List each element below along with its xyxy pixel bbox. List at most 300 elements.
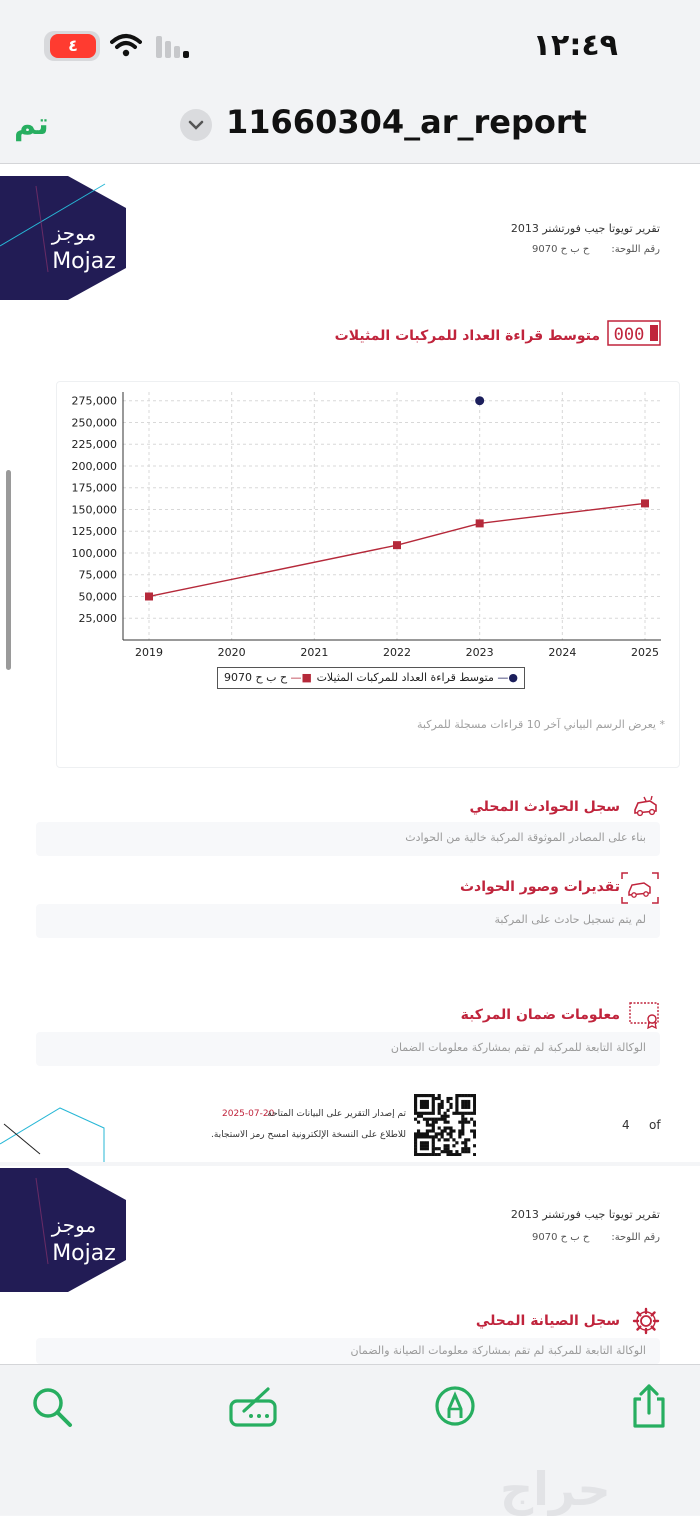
data-point-vehicle xyxy=(476,519,484,527)
qr-module xyxy=(470,1112,473,1115)
page-of-label: of xyxy=(649,1118,661,1132)
warranty-section-title: معلومات ضمان المركبة xyxy=(460,1007,620,1023)
clock: ١٢:٤٩ xyxy=(532,28,618,63)
qr-module xyxy=(435,1121,438,1124)
qr-module xyxy=(414,1106,417,1109)
qr-module xyxy=(417,1115,420,1118)
document-nav-bar xyxy=(0,95,700,164)
odometer-section-title: متوسط قراءة العداد للمركبات المثيلات xyxy=(334,328,600,344)
odometer-badge-digits: 000 xyxy=(613,325,645,345)
odometer-chart-card xyxy=(56,381,680,768)
qr-module xyxy=(446,1121,449,1124)
qr-module xyxy=(432,1141,435,1144)
qr-module xyxy=(464,1138,467,1141)
haraj-watermark: حراج xyxy=(500,1462,611,1516)
qr-module xyxy=(455,1141,458,1144)
qr-module xyxy=(473,1121,476,1124)
qr-module xyxy=(429,1135,432,1138)
qr-module xyxy=(467,1121,470,1124)
page-footer xyxy=(0,1090,700,1162)
qr-module xyxy=(473,1109,476,1112)
odometer-icon xyxy=(607,320,661,346)
qr-module xyxy=(414,1103,417,1106)
qr-module xyxy=(423,1100,426,1103)
qr-module xyxy=(438,1106,441,1109)
chart-legend xyxy=(217,667,525,689)
qr-module xyxy=(432,1121,435,1124)
share-icon[interactable] xyxy=(630,1383,668,1429)
qr-module xyxy=(432,1147,435,1150)
qr-module xyxy=(464,1094,467,1097)
qr-module xyxy=(423,1106,426,1109)
qr-module xyxy=(435,1097,438,1100)
qr-module xyxy=(438,1126,441,1129)
qr-module xyxy=(461,1103,464,1106)
qr-module xyxy=(417,1094,420,1097)
legend-marker-square: ■— xyxy=(290,671,312,684)
qr-module xyxy=(432,1094,435,1097)
qr-module xyxy=(432,1129,435,1132)
qr-module xyxy=(444,1138,447,1141)
qr-module xyxy=(426,1100,429,1103)
maintenance-section-text: الوكالة التابعة للمركبة لم تقم بمشاركة معلومات الصيانة والضمان xyxy=(350,1344,646,1357)
qr-module xyxy=(455,1097,458,1100)
qr-module xyxy=(423,1118,426,1121)
qr-module xyxy=(423,1112,426,1115)
qr-module xyxy=(423,1153,426,1156)
qr-module xyxy=(432,1118,435,1121)
mojaz-logo-2 xyxy=(0,1168,130,1292)
qr-module xyxy=(438,1097,441,1100)
qr-module xyxy=(449,1097,452,1100)
qr-module xyxy=(417,1112,420,1115)
qr-module xyxy=(458,1094,461,1097)
qr-module xyxy=(455,1112,458,1115)
qr-module xyxy=(414,1132,417,1135)
x-tick-label: 2025 xyxy=(631,646,659,659)
qr-module xyxy=(444,1129,447,1132)
qr-module xyxy=(435,1135,438,1138)
qr-module xyxy=(429,1118,432,1121)
x-tick-label: 2023 xyxy=(465,646,494,659)
qr-module xyxy=(426,1094,429,1097)
maintenance-section-box xyxy=(36,1338,660,1364)
y-tick-label: 225,000 xyxy=(71,438,117,452)
qr-module xyxy=(420,1100,423,1103)
report-title-2: تقرير تويوتا جيب فورتشنر 2013 xyxy=(510,1208,660,1221)
qr-module xyxy=(429,1094,432,1097)
qr-module xyxy=(429,1112,432,1115)
qr-module xyxy=(455,1100,458,1103)
qr-module xyxy=(446,1115,449,1118)
qr-module xyxy=(435,1153,438,1156)
qr-module xyxy=(420,1141,423,1144)
qr-module xyxy=(432,1124,435,1127)
qr-module xyxy=(461,1132,464,1135)
qr-module xyxy=(438,1138,441,1141)
car-damage-photo-icon xyxy=(620,871,660,905)
qr-module xyxy=(414,1100,417,1103)
qr-module xyxy=(432,1097,435,1100)
qr-module xyxy=(446,1109,449,1112)
qr-module xyxy=(441,1115,444,1118)
qr-module xyxy=(473,1135,476,1138)
logo-arabic-text: موجز xyxy=(51,221,97,245)
footer-decoration xyxy=(0,1104,110,1162)
y-tick-label: 175,000 xyxy=(71,481,117,495)
qr-module xyxy=(461,1112,464,1115)
qr-module xyxy=(432,1109,435,1112)
qr-module xyxy=(414,1144,417,1147)
qr-module xyxy=(444,1112,447,1115)
qr-module xyxy=(438,1103,441,1106)
qr-module xyxy=(420,1144,423,1147)
qr-module xyxy=(423,1144,426,1147)
qr-module xyxy=(420,1153,423,1156)
qr-module xyxy=(417,1121,420,1124)
legend-entry-vehicle xyxy=(224,671,312,684)
estimates-section-box xyxy=(36,904,660,938)
plate-label-2: رقم اللوحة: xyxy=(611,1232,660,1243)
qr-module xyxy=(473,1144,476,1147)
qr-module xyxy=(449,1129,452,1132)
accidents-section-title: سجل الحوادث المحلي xyxy=(469,799,620,815)
qr-module xyxy=(446,1126,449,1129)
data-point-vehicle xyxy=(145,592,153,600)
qr-module xyxy=(458,1132,461,1135)
scroll-indicator[interactable] xyxy=(6,470,11,670)
qr-module xyxy=(426,1121,429,1124)
x-tick-label: 2020 xyxy=(217,646,246,659)
qr-module xyxy=(417,1129,420,1132)
qr-module xyxy=(423,1141,426,1144)
qr-module xyxy=(426,1144,429,1147)
title-menu-button[interactable] xyxy=(180,109,212,141)
qr-module xyxy=(473,1103,476,1106)
qr-module xyxy=(444,1126,447,1129)
plate-label: رقم اللوحة: xyxy=(611,244,660,255)
qr-module xyxy=(432,1106,435,1109)
qr-module xyxy=(461,1124,464,1127)
qr-module xyxy=(446,1153,449,1156)
qr-module xyxy=(423,1147,426,1150)
qr-module xyxy=(455,1109,458,1112)
qr-module xyxy=(473,1100,476,1103)
qr-module xyxy=(455,1094,458,1097)
qr-module xyxy=(455,1153,458,1156)
document-title: 11660304_ar_report xyxy=(226,103,587,141)
maintenance-section-title: سجل الصيانة المحلي xyxy=(475,1313,620,1329)
qr-module xyxy=(455,1106,458,1109)
qr-module xyxy=(414,1141,417,1144)
accidents-section-text: بناء على المصادر الموثوقة المركبة خالية من الحوادث xyxy=(405,831,646,844)
x-tick-label: 2021 xyxy=(300,646,329,659)
search-icon[interactable] xyxy=(30,1385,74,1429)
qr-module xyxy=(449,1106,452,1109)
legend-vehicle-label: ح ب ح 9070 xyxy=(224,671,288,684)
qr-module xyxy=(426,1129,429,1132)
qr-module xyxy=(467,1106,470,1109)
qr-module xyxy=(464,1100,467,1103)
logo-arabic-text-2: موجز xyxy=(51,1213,97,1237)
qr-module xyxy=(420,1106,423,1109)
qr-module xyxy=(458,1135,461,1138)
qr-module xyxy=(470,1118,473,1121)
legend-entry-average xyxy=(317,671,518,684)
qr-module xyxy=(458,1153,461,1156)
qr-module xyxy=(461,1141,464,1144)
qr-module xyxy=(467,1138,470,1141)
qr-module xyxy=(420,1103,423,1106)
done-button[interactable]: تم xyxy=(14,107,49,142)
qr-module xyxy=(432,1126,435,1129)
qr-module xyxy=(432,1100,435,1103)
qr-module xyxy=(446,1150,449,1153)
qr-module xyxy=(432,1153,435,1156)
qr-module xyxy=(464,1150,467,1153)
qr-module xyxy=(461,1094,464,1097)
qr-module xyxy=(432,1112,435,1115)
signature-icon[interactable] xyxy=(228,1385,280,1429)
y-tick-label: 25,000 xyxy=(78,612,117,626)
qr-module xyxy=(458,1121,461,1124)
legend-average-label: متوسط قراءة العداد للمركبات المثيلات xyxy=(316,671,494,684)
qr-module xyxy=(444,1115,447,1118)
qr-module xyxy=(426,1124,429,1127)
qr-module xyxy=(426,1112,429,1115)
qr-module xyxy=(467,1150,470,1153)
qr-module xyxy=(432,1150,435,1153)
qr-module xyxy=(426,1132,429,1135)
qr-module xyxy=(435,1147,438,1150)
plate-row xyxy=(510,244,660,255)
qr-module xyxy=(452,1153,455,1156)
warranty-certificate-icon xyxy=(628,1001,660,1029)
qr-module xyxy=(423,1094,426,1097)
qr-module xyxy=(423,1103,426,1106)
qr-module xyxy=(470,1094,473,1097)
qr-module xyxy=(444,1147,447,1150)
status-bar xyxy=(0,0,700,95)
qr-module xyxy=(461,1126,464,1129)
footer-date: 2025-07-20 xyxy=(222,1109,275,1119)
qr-module xyxy=(426,1118,429,1121)
qr-module xyxy=(438,1118,441,1121)
qr-module xyxy=(441,1100,444,1103)
logo-english-text-2: Mojaz xyxy=(52,1241,116,1266)
qr-module xyxy=(461,1147,464,1150)
qr-module xyxy=(464,1106,467,1109)
qr-module xyxy=(449,1150,452,1153)
qr-module xyxy=(449,1135,452,1138)
estimates-section-text: لم يتم تسجيل حادث على المركبة xyxy=(494,913,646,926)
qr-module xyxy=(441,1129,444,1132)
y-tick-label: 125,000 xyxy=(71,525,117,539)
qr-module xyxy=(441,1106,444,1109)
qr-module xyxy=(449,1153,452,1156)
qr-module xyxy=(414,1135,417,1138)
y-tick-label: 50,000 xyxy=(78,590,117,604)
qr-module xyxy=(446,1097,449,1100)
qr-module xyxy=(441,1132,444,1135)
qr-module xyxy=(432,1103,435,1106)
qr-module xyxy=(432,1138,435,1141)
estimates-section-title: تقديرات وصور الحوادث xyxy=(459,879,620,895)
car-crash-icon xyxy=(632,795,660,819)
data-point-vehicle xyxy=(641,499,649,507)
qr-module xyxy=(449,1132,452,1135)
wifi-icon xyxy=(110,33,142,57)
qr-module xyxy=(414,1094,417,1097)
plate-value: ح ب ح 9070 xyxy=(532,244,590,255)
y-tick-label: 275,000 xyxy=(71,394,117,408)
qr-module xyxy=(438,1109,441,1112)
qr-module xyxy=(473,1112,476,1115)
qr-module xyxy=(449,1126,452,1129)
footer-issued-text: تم إصدار التقرير على البيانات المتاحة xyxy=(267,1109,406,1119)
qr-module xyxy=(467,1094,470,1097)
plate-value-2: ح ب ح 9070 xyxy=(532,1232,590,1243)
gear-icon xyxy=(632,1307,660,1335)
battery-icon: ٤ xyxy=(50,34,96,58)
qr-module xyxy=(461,1150,464,1153)
qr-module xyxy=(441,1150,444,1153)
qr-module xyxy=(414,1153,417,1156)
markup-pen-icon[interactable] xyxy=(434,1385,476,1427)
qr-module xyxy=(423,1132,426,1135)
qr-module xyxy=(446,1100,449,1103)
qr-module xyxy=(414,1097,417,1100)
qr-module xyxy=(444,1121,447,1124)
qr-module xyxy=(467,1103,470,1106)
y-tick-label: 75,000 xyxy=(78,568,117,582)
y-tick-label: 200,000 xyxy=(71,459,117,473)
qr-module xyxy=(464,1141,467,1144)
qr-module xyxy=(452,1129,455,1132)
qr-module xyxy=(446,1147,449,1150)
page-number: 4 xyxy=(622,1118,630,1132)
qr-module xyxy=(446,1144,449,1147)
qr-module xyxy=(455,1150,458,1153)
chart-footnote: * يعرض الرسم البياني آخر 10 قراءات مسجلة للمركبة xyxy=(417,718,665,731)
qr-module xyxy=(467,1112,470,1115)
qr-module xyxy=(438,1094,441,1097)
qr-module xyxy=(420,1094,423,1097)
qr-module xyxy=(429,1153,432,1156)
qr-module xyxy=(444,1118,447,1121)
qr-module xyxy=(420,1115,423,1118)
qr-module xyxy=(458,1112,461,1115)
data-point-average xyxy=(475,396,484,405)
qr-module xyxy=(464,1144,467,1147)
qr-module xyxy=(429,1129,432,1132)
qr-module xyxy=(464,1118,467,1121)
qr-module xyxy=(420,1112,423,1115)
qr-module xyxy=(414,1150,417,1153)
qr-module xyxy=(444,1144,447,1147)
qr-module xyxy=(438,1132,441,1135)
qr-module xyxy=(414,1112,417,1115)
qr-module xyxy=(452,1138,455,1141)
qr-module xyxy=(438,1147,441,1150)
qr-module xyxy=(414,1138,417,1141)
qr-module xyxy=(438,1153,441,1156)
y-tick-label: 150,000 xyxy=(71,503,117,517)
warranty-section-box xyxy=(36,1032,660,1066)
qr-module xyxy=(438,1112,441,1115)
accidents-section-box xyxy=(36,822,660,856)
logo-english-text: Mojaz xyxy=(52,249,116,274)
qr-module xyxy=(432,1144,435,1147)
qr-module xyxy=(452,1144,455,1147)
qr-module xyxy=(461,1121,464,1124)
qr-module xyxy=(441,1118,444,1121)
y-tick-label: 250,000 xyxy=(71,416,117,430)
qr-module xyxy=(455,1103,458,1106)
qr-module xyxy=(426,1147,429,1150)
x-tick-label: 2019 xyxy=(135,646,163,659)
qr-module xyxy=(426,1153,429,1156)
qr-module xyxy=(432,1135,435,1138)
report-title: تقرير تويوتا جيب فورتشنر 2013 xyxy=(510,222,660,235)
qr-module xyxy=(446,1132,449,1135)
report-page-2 xyxy=(0,1166,700,1364)
data-point-vehicle xyxy=(393,541,401,549)
qr-module xyxy=(473,1124,476,1127)
qr-module xyxy=(449,1103,452,1106)
qr-module xyxy=(464,1147,467,1150)
footer-qr-text: للاطلاع على النسخة الإلكترونية امسح رمز الاستجابة. xyxy=(211,1130,406,1140)
qr-module xyxy=(441,1103,444,1106)
qr-module xyxy=(464,1121,467,1124)
qr-module xyxy=(467,1147,470,1150)
qr-module xyxy=(426,1103,429,1106)
qr-module xyxy=(464,1103,467,1106)
qr-module xyxy=(461,1129,464,1132)
y-tick-label: 100,000 xyxy=(71,546,117,560)
qr-module xyxy=(461,1118,464,1121)
qr-module xyxy=(473,1129,476,1132)
qr-module xyxy=(461,1106,464,1109)
qr-module xyxy=(470,1129,473,1132)
plate-row-2 xyxy=(510,1232,660,1243)
cellular-signal-icon xyxy=(154,36,190,58)
qr-code[interactable] xyxy=(414,1094,476,1156)
warranty-section-text: الوكالة التابعة للمركبة لم تقم بمشاركة معلومات الضمان xyxy=(390,1041,646,1054)
chevron-down-icon xyxy=(180,109,212,141)
qr-module xyxy=(417,1135,420,1138)
qr-module xyxy=(414,1118,417,1121)
qr-module xyxy=(461,1100,464,1103)
qr-module xyxy=(467,1100,470,1103)
qr-module xyxy=(426,1135,429,1138)
qr-module xyxy=(473,1106,476,1109)
x-tick-label: 2024 xyxy=(548,646,577,659)
qr-module xyxy=(461,1115,464,1118)
qr-module xyxy=(473,1094,476,1097)
qr-module xyxy=(473,1153,476,1156)
qr-module xyxy=(441,1135,444,1138)
qr-module xyxy=(420,1147,423,1150)
qr-module xyxy=(414,1109,417,1112)
qr-module xyxy=(420,1135,423,1138)
qr-module xyxy=(473,1132,476,1135)
qr-module xyxy=(473,1097,476,1100)
qr-module xyxy=(429,1124,432,1127)
odometer-line-chart xyxy=(57,382,679,682)
qr-module xyxy=(414,1147,417,1150)
x-tick-label: 2022 xyxy=(383,646,411,659)
